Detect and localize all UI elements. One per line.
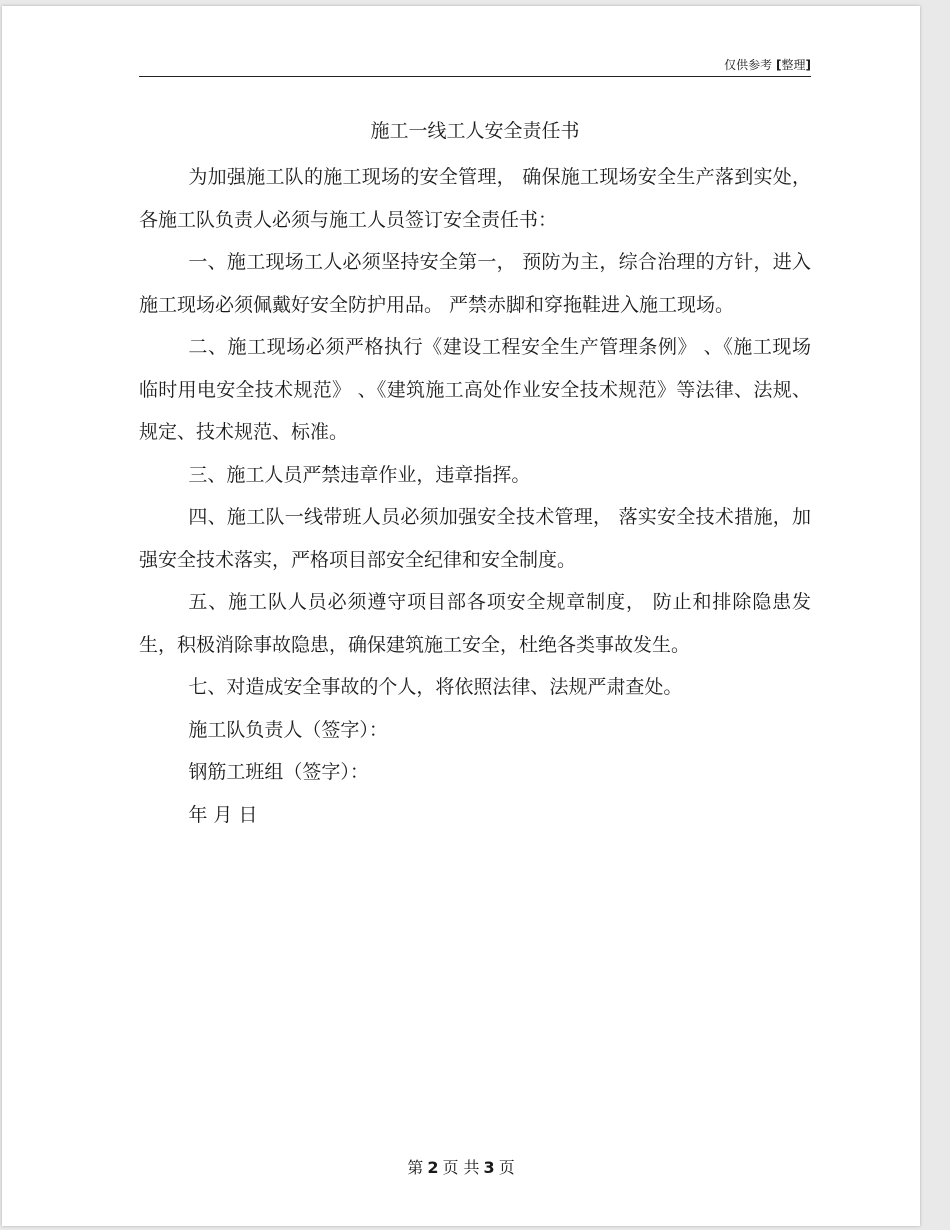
document-page bbox=[2, 6, 920, 1226]
paragraph-item-3: 三、施工人员严禁违章作业，违章指挥。 bbox=[188, 463, 531, 486]
footer-prefix: 第 bbox=[407, 1158, 424, 1177]
paragraph-item-5: 五、施工队人员必须遵守项目部各项安全规章制度， 防止和排除隐患发生，积极消除事故隐患，确保建筑施工安全，杜绝各类事故发生。 bbox=[139, 591, 811, 656]
document-title: 施工一线工人安全责任书 bbox=[370, 120, 580, 142]
header-rule bbox=[139, 76, 811, 77]
header-note: 仅供参考 bbox=[724, 58, 773, 72]
paragraph-item-1: 一、施工现场工人必须坚持安全第一， 预防为主，综合治理的方针，进入施工现场必须佩戴好安全防护用品。 严禁赤脚和穿拖鞋进入施工现场。 bbox=[139, 251, 811, 316]
footer-current-page: 2 bbox=[427, 1158, 439, 1177]
header-bracket-close: ] bbox=[805, 58, 811, 72]
footer-total-pages: 3 bbox=[483, 1158, 495, 1177]
footer-middle: 页 共 bbox=[442, 1158, 480, 1177]
page-header bbox=[139, 58, 811, 72]
paragraph-intro: 为加强施工队的施工现场的安全管理， 确保施工现场安全生产落到实处，各施工队负责人必须与施工人员签订安全责任书： bbox=[139, 166, 811, 231]
document-body bbox=[139, 156, 811, 836]
paragraph-item-7: 七、对造成安全事故的个人，将依照法律、法规严肃查处。 bbox=[188, 676, 683, 698]
signature-date: 年 月 日 bbox=[188, 803, 258, 826]
header-bracket-open: [ bbox=[776, 58, 782, 72]
header-tag: 整理 bbox=[781, 58, 806, 72]
page-footer bbox=[2, 1158, 920, 1178]
footer-suffix: 页 bbox=[498, 1158, 515, 1177]
signature-rebar-team: 钢筋工班组（签字）： bbox=[188, 761, 369, 783]
paragraph-item-2: 二、施工现场必须严格执行《建设工程安全生产管理条例》 、《施工现场临时用电安全技术规范》 、《建筑施工高处作业安全技术规范》等法律、法规、规定、技术规范、标准。 bbox=[139, 336, 811, 443]
paragraph-item-4: 四、施工队一线带班人员必须加强安全技术管理， 落实安全技术措施，加强安全技术落实，严格项目部安全纪律和安全制度。 bbox=[139, 506, 811, 571]
signature-team-leader: 施工队负责人（签字）： bbox=[188, 718, 388, 741]
